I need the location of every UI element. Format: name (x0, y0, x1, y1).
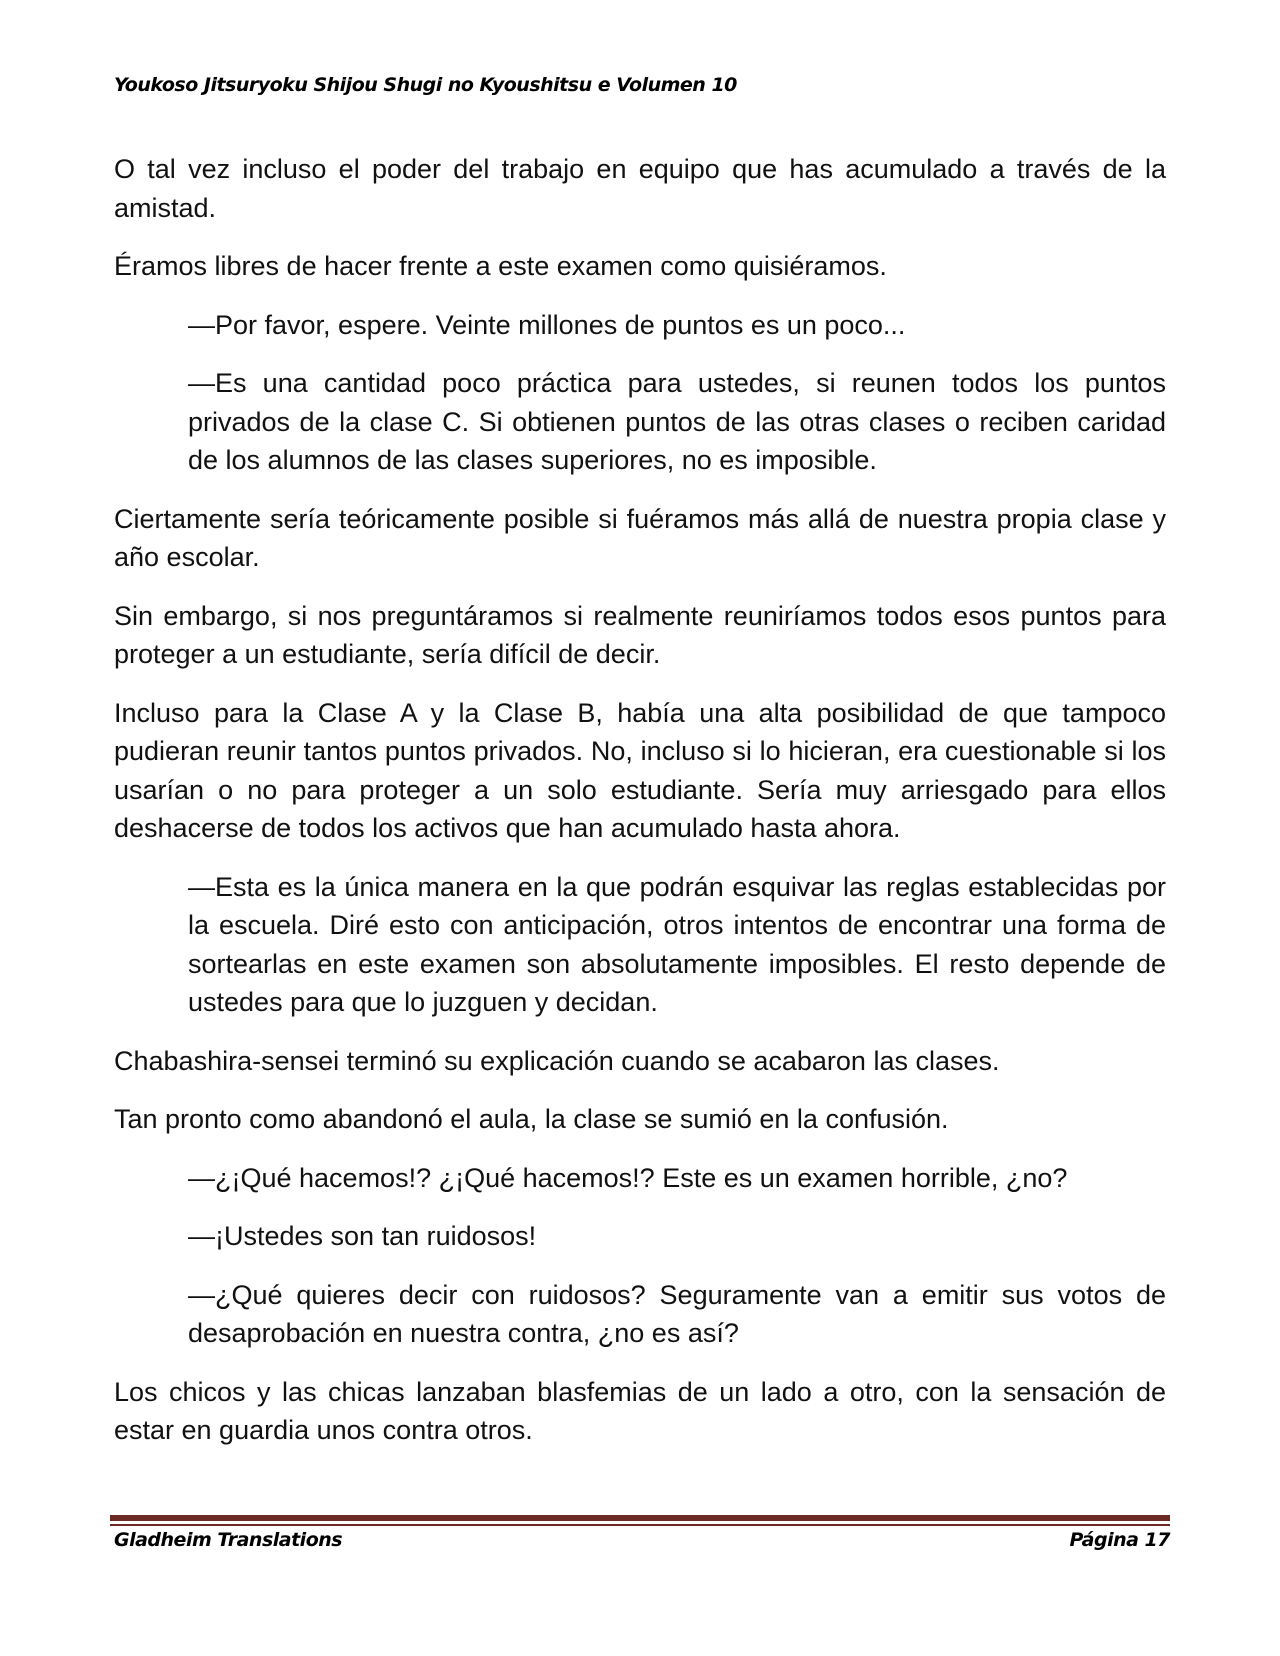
paragraph: O tal vez incluso el poder del trabajo en equipo que has acumulado a través de la amistad. (114, 154, 1166, 223)
paragraph: Los chicos y las chicas lanzaban blasfemias de un lado a otro, con la sensación de estar en guardia unos contra otros. (114, 1376, 1166, 1445)
dialogue-paragraph: —Es una cantidad poco práctica para ustedes, si reunen todos los puntos privados de la clase C. Si obtienen puntos de las otras clases o reciben caridad de los alumnos de las clases superiores, no es imposible. (188, 368, 1166, 475)
paragraph: Ciertamente sería teóricamente posible si fuéramos más allá de nuestra propia clase y año escolar. (114, 503, 1166, 572)
dialogue-paragraph: —¿Qué quieres decir con ruidosos? Seguramente van a emitir sus votos de desaprobación en nuestra contra, ¿no es así? (188, 1279, 1166, 1348)
dialogue-paragraph: —Esta es la única manera en la que podrán esquivar las reglas establecidas por la escuela. Diré esto con anticipación, otros intentos de encontrar una forma de sortearlas en este examen son absolutamente imposibles. El resto depende de ustedes para que lo juzguen y decidan. (188, 871, 1166, 1017)
paragraph: Tan pronto como abandonó el aula, la clase se sumió en la confusión. (114, 1104, 949, 1134)
dialogue-paragraph: —¿¡Qué hacemos!? ¿¡Qué hacemos!? Este es un examen horrible, ¿no? (188, 1162, 1068, 1193)
page-number: Página 17 (1069, 1529, 1170, 1551)
footer-rule (110, 1515, 1170, 1521)
running-header: Youkoso Jitsuryoku Shijou Shugi no Kyoushitsu e Volumen 10 (114, 74, 737, 96)
dialogue-paragraph: —Por favor, espere. Veinte millones de puntos es un poco... (188, 309, 906, 340)
paragraph: Sin embargo, si nos preguntáramos si realmente reuniríamos todos esos puntos para proteger a un estudiante, sería difícil de decir. (114, 600, 1166, 669)
paragraph: Incluso para la Clase A y la Clase B, había una alta posibilidad de que tampoco pudieran reunir tantos puntos privados. No, incluso si lo hicieran, era cuestionable si los usarían o no para proteger a un solo estudiante. Sería muy arriesgado para ellos deshacerse de todos los activos que han acumulado hasta ahora. (114, 697, 1166, 843)
footer-credit: Gladheim Translations (114, 1529, 343, 1551)
footer-rule-thin (110, 1524, 1170, 1526)
page-body (114, 150, 1166, 1470)
dialogue-paragraph: —¡Ustedes son tan ruidosos! (188, 1221, 537, 1251)
paragraph: Éramos libres de hacer frente a este examen como quisiéramos. (114, 251, 887, 281)
paragraph: Chabashira-sensei terminó su explicación cuando se acabaron las clases. (114, 1045, 1000, 1076)
